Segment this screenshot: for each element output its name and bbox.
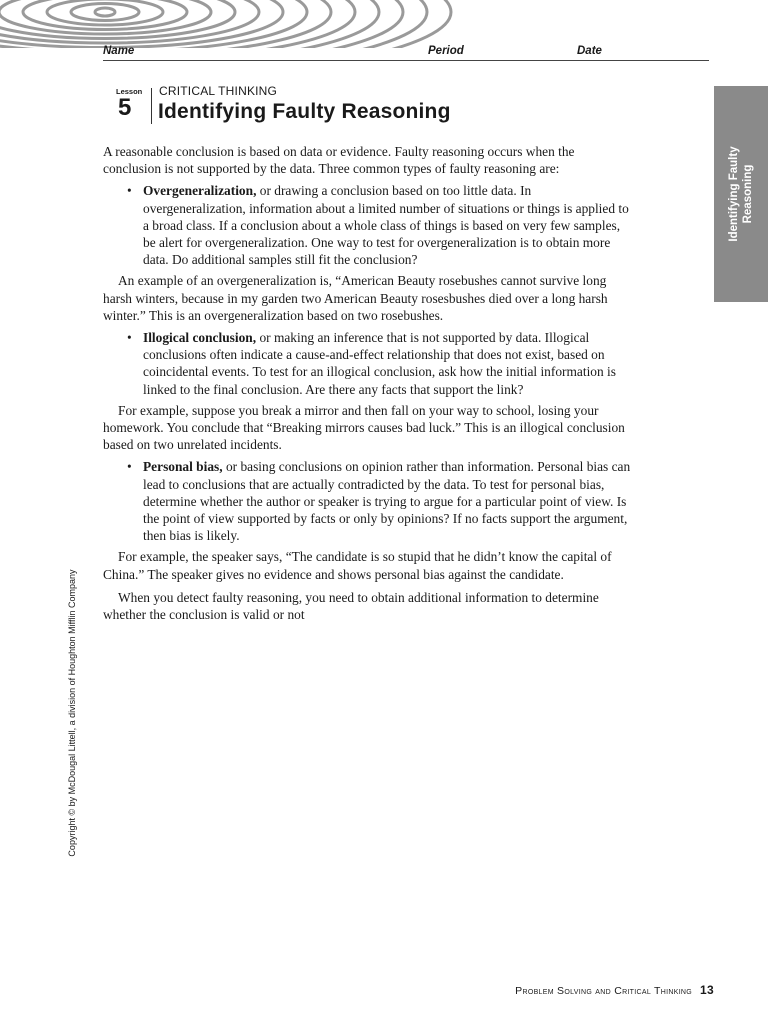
intro-paragraph: A reasonable conclusion is based on data or evidence. Faulty reasoning occurs when the conclusion is not supported by the data. Three common types of faulty reasoning are: — [103, 144, 575, 177]
bullet-icon: • — [127, 183, 132, 199]
bullet-icon: • — [127, 459, 132, 475]
bullet-icon: • — [127, 330, 132, 346]
decorative-ring — [71, 4, 139, 21]
header-row — [103, 44, 709, 61]
side-tab-label — [727, 104, 755, 284]
name-label: Name — [103, 45, 135, 57]
bullet-text: or basing conclusions on opinion rather than information. Personal bias can lead to conclusions that are actually contradicted by the data. To test for personal bias, determine whether the author or speaker is trying to argue for a particular point of view. Is the point of view supported by facts or only by opinions? If no facts support the argument, then bias is likely. — [143, 459, 631, 544]
example-paragraph: An example of an overgeneralization is, “American Beauty rosebushes cannot survive long harsh winters, because in my garden two American Beauty rosesbushes died over a long harsh winter.” This is an overgeneralization based on two rosebushes. — [103, 273, 608, 323]
decorative-ring — [95, 8, 115, 16]
bullet-illogical-conclusion — [103, 329, 633, 398]
bullet-term: Overgeneralization, — [143, 183, 257, 199]
lesson-number: 5 — [118, 94, 132, 121]
decorative-rings — [0, 0, 768, 48]
side-tab — [714, 86, 768, 302]
bullet-term: Illogical conclusion, — [143, 330, 257, 346]
lesson-body — [103, 143, 633, 623]
page-footer — [515, 983, 714, 997]
lesson-word: Lesson — [116, 87, 143, 96]
example-paragraph: For example, suppose you break a mirror and then fall on your way to school, losing your homework. You conclude that “Breaking mirrors causes bad luck.” This is an illogical conclusion based on two unrelated incidents. — [103, 402, 625, 453]
lesson-divider — [151, 88, 152, 124]
page-number: 13 — [700, 983, 714, 997]
date-label: Date — [577, 45, 602, 57]
side-tab-line-2: Reasoning — [742, 164, 754, 224]
copyright-notice: Copyright © by McDougal Littell, a division of Houghton Mifflin Company — [67, 569, 77, 857]
page-title: Identifying Faulty Reasoning — [158, 100, 451, 123]
footer-label: Problem Solving and Critical Thinking — [515, 985, 693, 997]
bullet-overgeneralization — [103, 182, 633, 268]
section-kicker: CRITICAL THINKING — [159, 84, 278, 98]
period-label: Period — [428, 45, 464, 57]
side-tab-line-1: Identifying Faulty — [728, 146, 740, 242]
bullet-text: or making an inference that is not supported by data. Illogical conclusions often indicate a cause-and-effect relationship that does not exist, based on coincidental events. To test for an illogical conclusion, ask how the initial information is linked to the final conclusion. Are there any facts that support the link? — [143, 330, 616, 397]
lesson-badge — [112, 84, 152, 124]
closing-paragraph: When you detect faulty reasoning, you need to obtain additional information to determine whether the conclusion is valid or not — [103, 589, 599, 623]
bullet-text: or drawing a conclusion based on too little data. In overgeneralization, information about a limited number of situations or things is applied to a broad class. If a conclusion about a whole class of things is based on very few samples, be alert for overgeneralization. One way to test for overgeneralization is to obtain more data. Do additional samples still fit the conclusion? — [143, 183, 629, 268]
example-paragraph: For example, the speaker says, “The candidate is so stupid that he didn’t know the capital of China.” The speaker gives no evidence and shows personal bias against the candidate. — [103, 549, 612, 582]
bullet-term: Personal bias, — [143, 459, 223, 475]
bullet-personal-bias — [103, 458, 633, 544]
